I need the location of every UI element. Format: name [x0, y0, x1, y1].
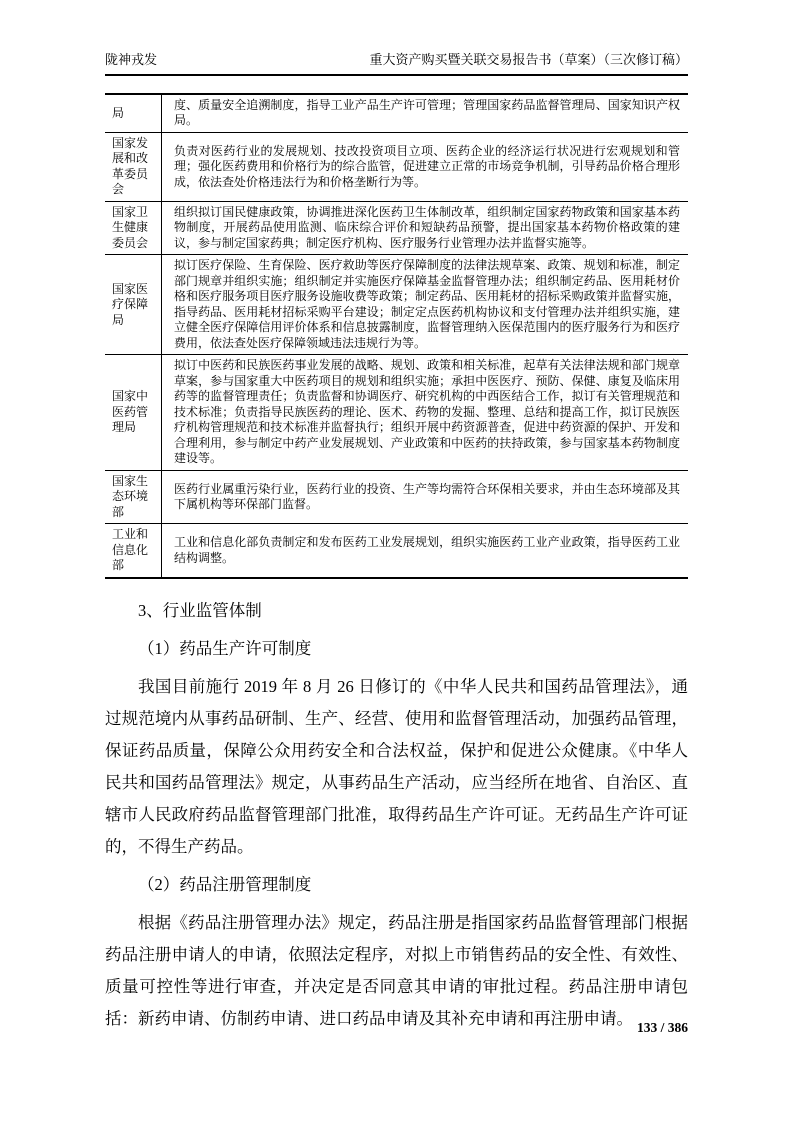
- agency-name-cell: 国家中医药管理局: [105, 355, 162, 471]
- table-row: [105, 94, 688, 133]
- agency-duty-cell: 工业和信息化部负责制定和发布医药工业发展规划，组织实施医药工业产业政策，指导医药工业结构调整。: [174, 535, 680, 565]
- agency-duty-cell: 医药行业属重污染行业，医药行业的投资、生产等均需符合环保相关要求，并由生态环境部及其下属机构等环保部门监督。: [162, 470, 689, 524]
- agency-name-cell: 国家生态环境部: [105, 470, 162, 524]
- header-report-title: 重大资产购买暨关联交易报告书（草案）（三次修订稿）: [369, 52, 688, 67]
- header-company-name: 陇神戎发: [105, 52, 158, 67]
- table-row: [105, 132, 688, 201]
- table-row: [105, 524, 688, 578]
- agency-name-cell: 国家发展和改革委员会: [105, 132, 162, 201]
- page-number: 133 / 386: [636, 1020, 688, 1035]
- table-row: [105, 255, 688, 355]
- agency-name-cell: 局: [105, 94, 162, 133]
- subsection-1-heading: （1）药品生产许可制度: [138, 638, 312, 658]
- agency-duty-cell: 拟订中医药和民族医药事业发展的战略、规划、政策和相关标准，起草有关法律法规和部门规章草案，参与国家重大中医药项目的规划和组织实施；承担中医医疗、预防、保健、康复及临床用药等的监督管理责任；负责监督和协调医疗、研究机构的中西医结合工作，拟订有关管理规范和技术标准；负责指导民族医药的理论、医术、药物的发掘、整理、总结和提高工作，拟订民族医疗机构管理规范和技术标准并监督执行；组织开展中药资源普查，促进中药资源的保护、开发和合理利用，参与制定中药产业发展规划、产业政策和中医药的扶持政策，参与国家基本药物制度建设等。: [162, 355, 689, 471]
- regulators-table: [105, 93, 688, 579]
- subsection-1-paragraph: 我国目前施行 2019 年 8 月 26 日修订的《中华人民共和国药品管理法》，通过规范境内从事药品研制、生产、经营、使用和监督管理活动，加强药品管理，保证药品质量，保障公众用药安全和合法权益，保护和促进公众健康。《中华人民共和国药品管理法》规定，从事药品生产活动，应当经所在地省、自治区、直辖市人民政府药品监督管理部门批准，取得药品生产许可证。无药品生产许可证的，不得生产药品。: [105, 676, 688, 856]
- table-row: [105, 470, 688, 524]
- section-heading: 3、行业监管体制: [138, 600, 262, 620]
- subsection-2-paragraph: 根据《药品注册管理办法》规定，药品注册是指国家药品监督管理部门根据药品注册申请人的申请，依照法定程序，对拟上市销售药品的安全性、有效性、质量可控性等进行审查，并决定是否同意其申请的审批过程。药品注册申请包括：新药申请、仿制药申请、进口药品申请及其补充申请和再注册申请。: [105, 912, 688, 1028]
- subsection-2-heading: （2）药品注册管理制度: [138, 874, 312, 894]
- agency-duty-cell: 负责对医药行业的发展规划、技改投资项目立项、医药企业的经济运行状况进行宏观规划和管理；强化医药费用和价格行为的综合监管，促进建立正常的市场竞争机制，引导药品价格合理形成，依法查处价格违法行为和价格垄断行为等。: [162, 132, 689, 201]
- agency-name-cell: 国家卫生健康委员会: [105, 201, 162, 255]
- agency-duty-cell: 组织拟订国民健康政策，协调推进深化医药卫生体制改革，组织制定国家药物政策和国家基本药物制度，开展药品使用监测、临床综合评价和短缺药品预警，提出国家基本药物价格政策的建议，参与制定国家药典；制定医疗机构、医疗服务行业管理办法并监督实施等。: [162, 201, 689, 255]
- running-header: [105, 52, 688, 76]
- agency-name-cell: 工业和信息化部: [105, 524, 162, 578]
- agency-name-cell: 国家医疗保障局: [105, 255, 162, 355]
- table-row: [105, 355, 688, 471]
- agency-duty-cell: 拟订医疗保险、生育保险、医疗救助等医疗保障制度的法律法规草案、政策、规划和标准，制定部门规章并组织实施；组织制定并实施医疗保障基金监督管理办法；组织制定药品、医用耗材价格和医疗服务项目医疗服务设施收费等政策；制定药品、医用耗材的招标采购政策并监督实施，指导药品、医用耗材招标采购平台建设；制定定点医药机构协议和支付管理办法并组织实施，建立健全医疗保障信用评价体系和信息披露制度，监督管理纳入医保范围内的医疗服务行为和医疗费用，依法查处医疗保障领域违法违规行为等。: [162, 255, 689, 355]
- table-row: [105, 201, 688, 255]
- agency-duty-cell: 度、质量安全追溯制度，指导工业产品生产许可管理；管理国家药品监督管理局、国家知识产权局。: [162, 94, 689, 133]
